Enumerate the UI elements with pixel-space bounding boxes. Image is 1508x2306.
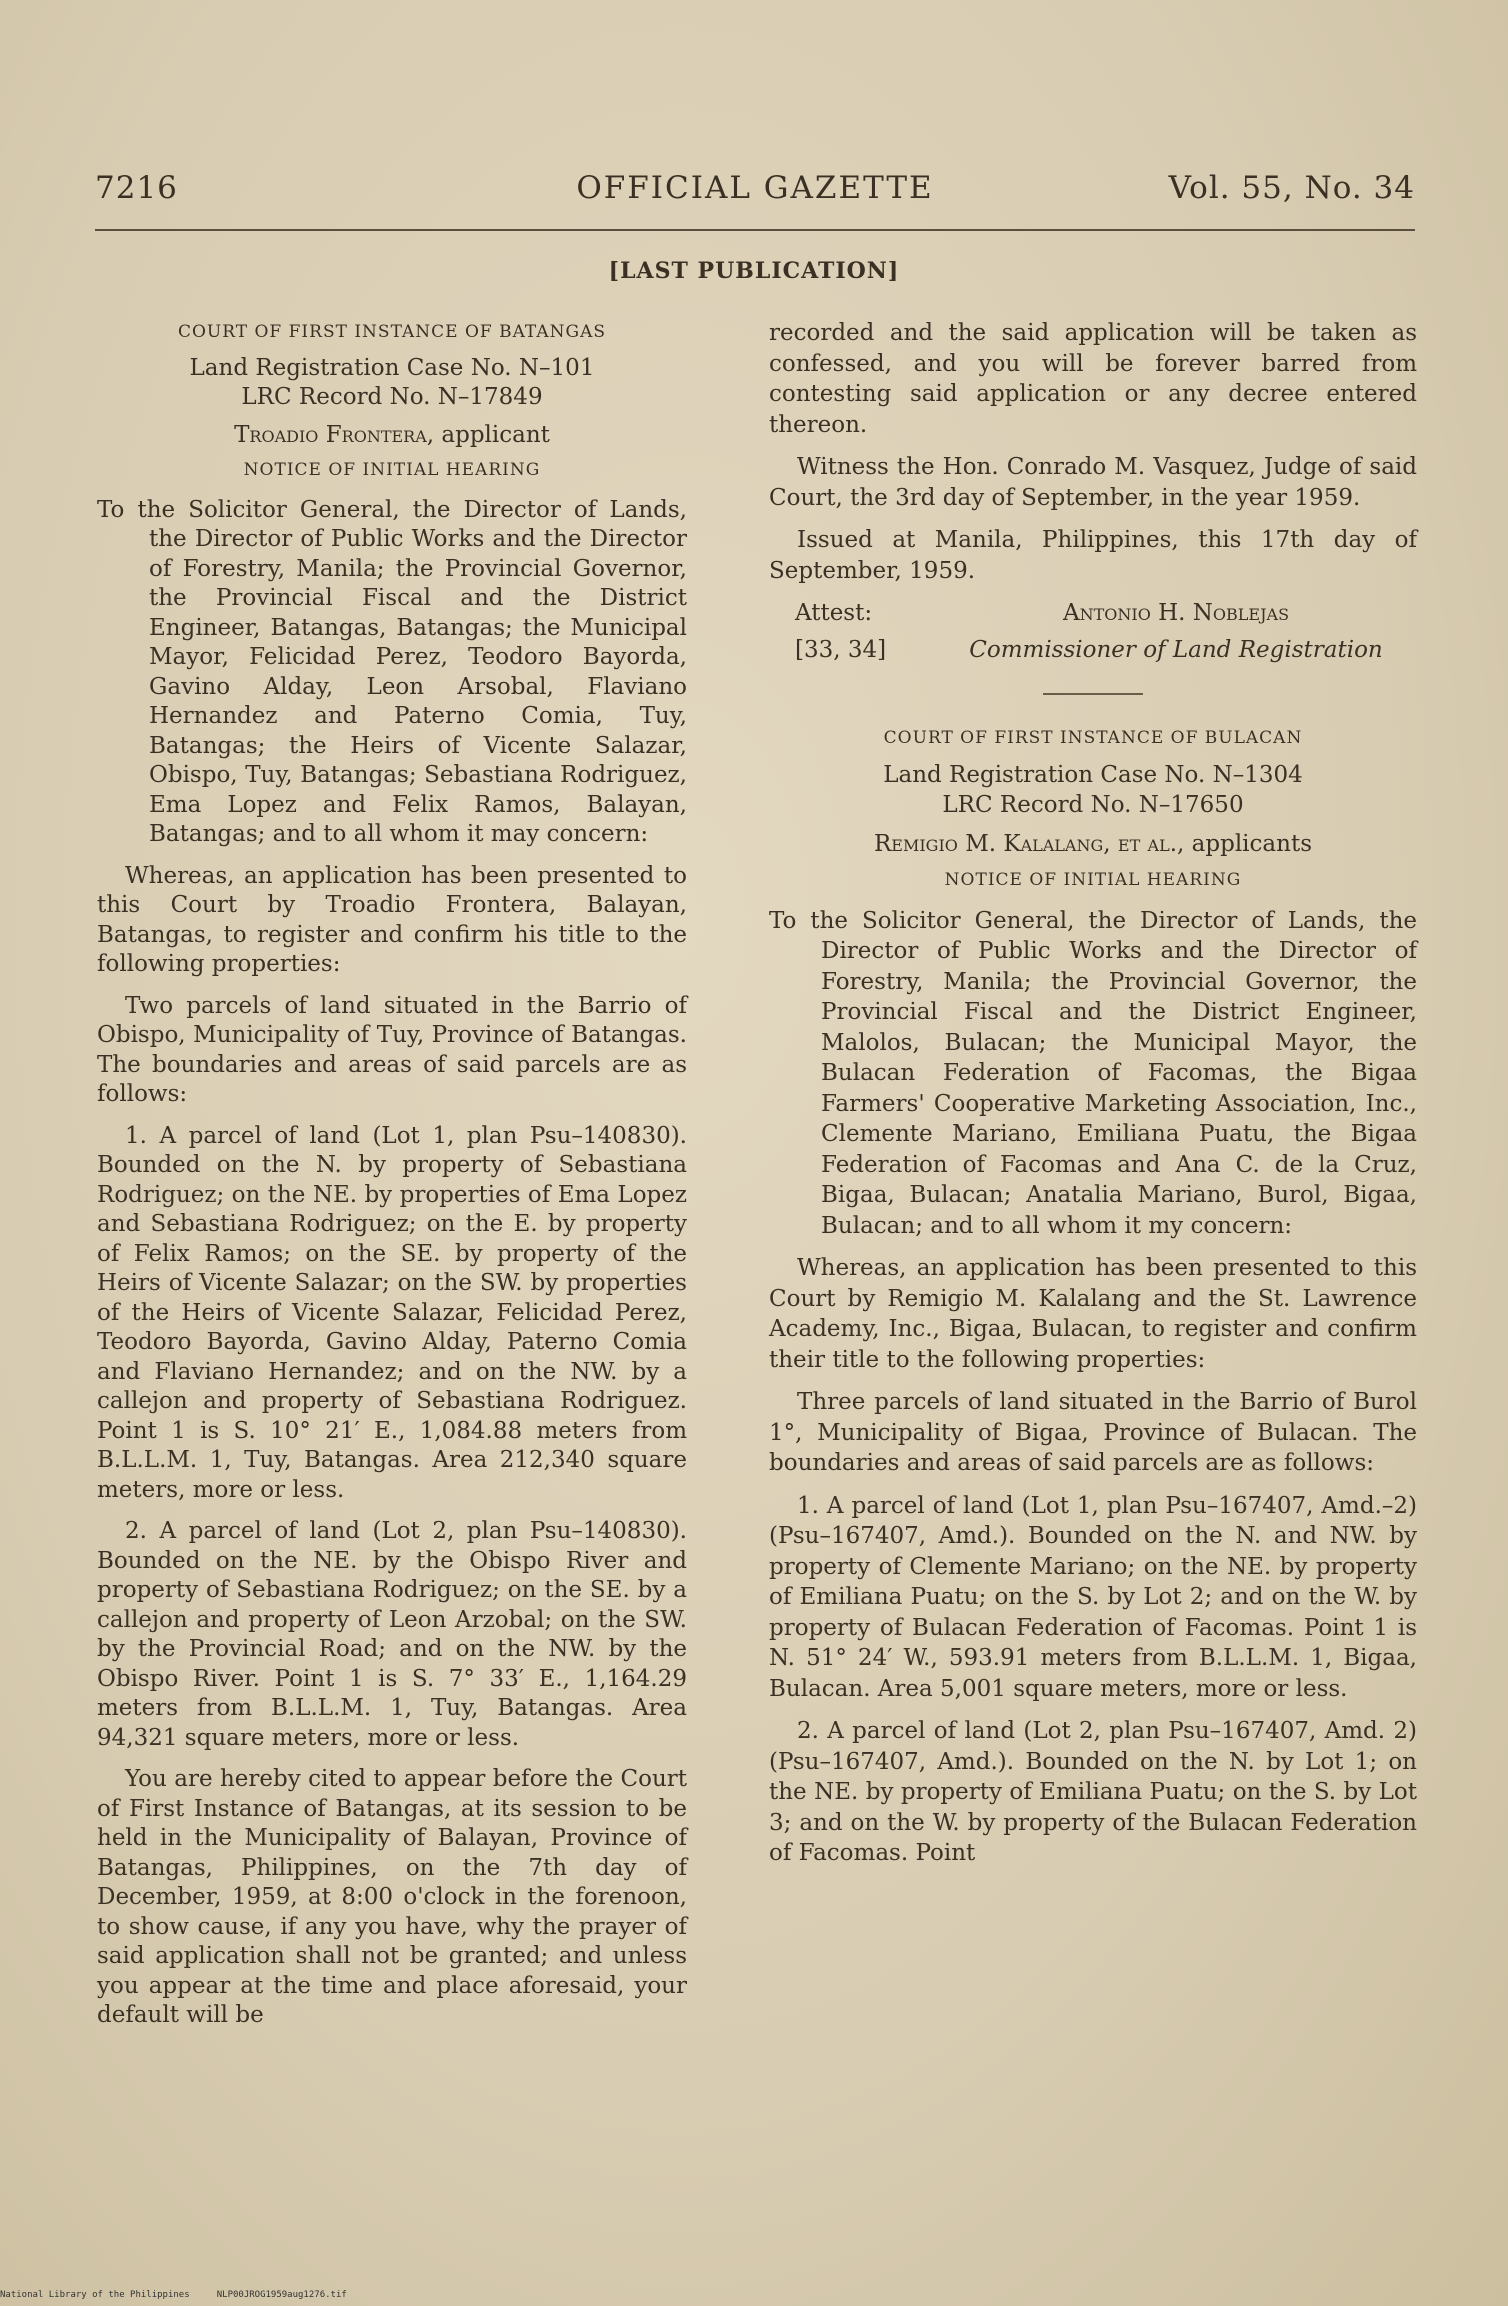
applicant-suffix: , applicant: [426, 421, 550, 448]
parcel-2-paragraph-2: 2. A parcel of land (Lot 2, plan Psu–167407, Amd. 2) (Psu–167407, Amd.). Bounded on the N. by Lot 1; on the NE. by property of Emiliana Puatu; on the S. by Lot 3; and on the W. by property of the Bulacan Federation of Facomas. Point: [769, 1718, 1417, 1866]
applicant-line-2: [769, 829, 1417, 860]
citation-paragraph: You are hereby cited to appear before the Court of First Instance of Batangas, at its session to be held in the Municipality of Balayan, Province of Batangas, Philippines, on the 7th day of December, 1959, at 8:00 o'clock in the forenoon, to show cause, if any you have, why the prayer of said application shall not be granted; and unless you appear at the time and place aforesaid, your default will be: [97, 1766, 687, 2028]
witness-paragraph: Witness the Hon. Conrado M. Vasquez, Judge of said Court, the 3rd day of September, in the year 1959.: [769, 454, 1417, 511]
attest-name: Antonio H. Noblejas: [1062, 600, 1290, 626]
court-name: COURT OF FIRST INSTANCE OF BATANGAS: [177, 322, 606, 342]
default-continuation-paragraph: recorded and the said application will be taken as confessed, and you will be forever barred from contesting said application or any decree entered thereon.: [769, 320, 1417, 438]
case-number-2: Land Registration Case No. N–1304: [883, 761, 1303, 788]
publication-title: OFFICIAL GAZETTE: [576, 170, 934, 206]
last-publication-label: [LAST PUBLICATION]: [608, 258, 900, 284]
issue-numbers: [33, 34]: [795, 636, 887, 663]
notice-heading-2: NOTICE OF INITIAL HEARING: [944, 870, 1242, 890]
applicant-line: [97, 421, 687, 451]
applicant-name-2: Remigio M. Kalalang, et al.: [873, 830, 1178, 857]
addressee-paragraph: To the Solicitor General, the Director of Lands, the Director of Public Works and the Director of Forestry, Manila; the Provincial Governor, the Provincial Fiscal and the District Engineer, Batangas, Batangas; the Municipal Mayor, Felicidad Perez, Teodoro Bayorda, Gavino Alday, Leon Arsobal, Flaviano Hernandez and Paterno Comia, Tuy, Batangas; the Heirs of Vicente Salazar, Obispo, Tuy, Batangas; Sebastiana Rodriguez, Ema Lopez and Felix Ramos, Balayan, Batangas; and to all whom it may concern:: [97, 496, 687, 847]
lrc-record-number: LRC Record No. N–17849: [241, 384, 543, 410]
applicant-name: Troadio Frontera: [234, 421, 427, 448]
left-column: [97, 318, 687, 2043]
parcels-intro-paragraph-2: Three parcels of land situated in the Barrio of Burol 1°, Municipality of Bigaa, Province of Bulacan. The boundaries and areas of said parcels are as follows:: [769, 1389, 1417, 1476]
application-paragraph: Whereas, an application has been presented to this Court by Troadio Frontera, Balayan, Batangas, to register and confirm his title to the following properties:: [97, 862, 687, 977]
page-header: [95, 170, 1415, 222]
parcel-2-paragraph: 2. A parcel of land (Lot 2, plan Psu–140830). Bounded on the NE. by the Obispo River and property of Sebastiana Rodriguez; on the SE. by a callejon and property of Leon Arzobal; on the SW. by the Provincial Road; and on the NW. by the Obispo River. Point 1 is S. 7° 33′ E., 1,164.29 meters from B.L.L.M. 1, Tuy, Batangas. Area 94,321 square meters, more or less.: [97, 1518, 687, 1751]
issued-paragraph: Issued at Manila, Philippines, this 17th day of September, 1959.: [769, 527, 1417, 584]
parcel-1-paragraph: 1. A parcel of land (Lot 1, plan Psu–140830). Bounded on the N. by property of Sebastiana Rodriguez; on the NE. by properties of Ema Lopez and Sebastiana Rodriguez; on the E. by property of Felix Ramos; on the SE. by property of the Heirs of Vicente Salazar; on the SW. by properties of the Heirs of Vicente Salazar, Felicidad Perez, Teodoro Bayorda, Gavino Alday, Paterno Comia and Flaviano Hernandez; and on the NW. by a callejon and property of Sebastiana Rodriguez. Point 1 is S. 10° 21′ E., 1,084.88 meters from B.L.L.M. 1, Tuy, Batangas. Area 212,340 square meters, more or less.: [97, 1122, 687, 1503]
addressee-paragraph-2: To the Solicitor General, the Director of Lands, the Director of Public Works and the Director of Forestry, Manila; the Provincial Governor, the Provincial Fiscal and the District Engineer, Malolos, Bulacan; the Municipal Mayor, the Bulacan Federation of Facomas, the Bigaa Farmers' Cooperative Marketing Association, Inc., Clemente Mariano, Emiliana Puatu, the Bigaa Federation of Facomas and Ana C. de la Cruz, Bigaa, Bulacan; Anatalia Mariano, Burol, Bigaa, Bulacan; and to all whom it my concern:: [769, 907, 1417, 1239]
lrc-record-number-2: LRC Record No. N–17650: [942, 792, 1244, 818]
scan-footer: National Library of the Philippines NLP00JROG1959aug1276.tif: [0, 2290, 347, 2300]
court-name-2: COURT OF FIRST INSTANCE OF BULACAN: [883, 728, 1303, 748]
application-paragraph-2: Whereas, an application has been presented to this Court by Remigio M. Kalalang and the St. Lawrence Academy, Inc., Bigaa, Bulacan, to register and confirm their title to the following properties:: [769, 1255, 1417, 1373]
parcel-1-paragraph-2: 1. A parcel of land (Lot 1, plan Psu–167407, Amd.–2) (Psu–167407, Amd.). Bounded on the N. and NW. by property of Clemente Mariano; on the NE. by property of Emiliana Puatu; on the S. by Lot 2; and on the W. by property of Bulacan Federation of Facomas. Point 1 is N. 51° 24′ W., 593.91 meters from B.L.L.M. 1, Bigaa, Bulacan. Area 5,001 square meters, more or less.: [769, 1492, 1417, 1702]
parcels-intro-paragraph: Two parcels of land situated in the Barrio of Obispo, Municipality of Tuy, Province of Batangas. The boundaries and areas of said parcels are as follows:: [97, 992, 687, 1107]
applicant-suffix-2: , applicants: [1177, 830, 1312, 857]
notice-heading: NOTICE OF INITIAL HEARING: [243, 460, 541, 480]
notice-divider: [1043, 693, 1143, 695]
attest-block: [769, 598, 1417, 629]
header-rule: [95, 229, 1415, 231]
volume-number: Vol. 55, No. 34: [1168, 170, 1415, 206]
page-number: 7216: [95, 170, 178, 206]
attest-label: Attest:: [795, 600, 873, 626]
attest-title: Commissioner of Land Registration: [969, 636, 1383, 663]
attest-title-block: [769, 635, 1417, 666]
case-number: Land Registration Case No. N–101: [189, 354, 595, 381]
right-column: [769, 318, 1417, 1881]
